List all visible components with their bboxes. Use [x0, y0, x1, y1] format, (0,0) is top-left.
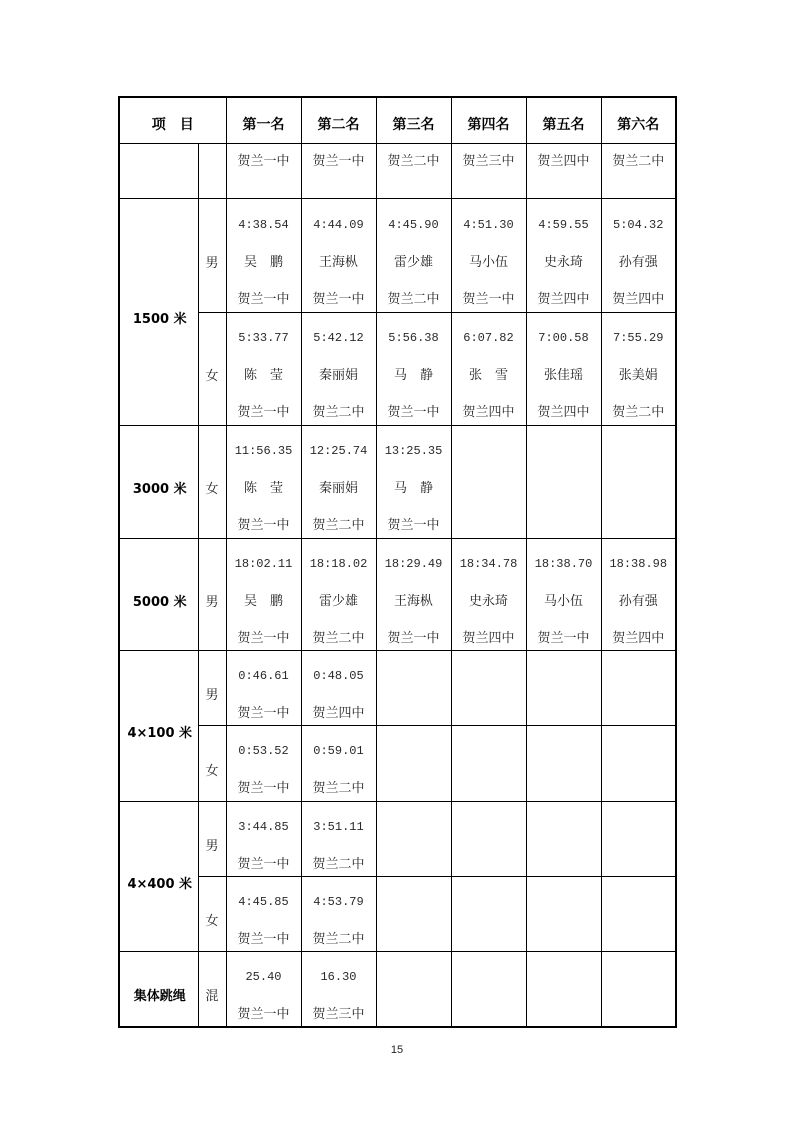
empty-cell — [601, 425, 676, 538]
school-name: 贺兰一中 — [237, 518, 290, 533]
place-header-cell — [601, 97, 676, 143]
result-mark: 18:38.70 — [534, 556, 593, 571]
result-cell — [526, 143, 601, 198]
athlete-name: 史永琦 — [468, 593, 508, 609]
school-name: 贺兰一中 — [462, 291, 515, 307]
result-entry — [527, 143, 601, 180]
athlete-name: 张美娟 — [618, 368, 658, 383]
place-header-2: 第二名 — [317, 117, 360, 134]
school-name: 贺兰二中 — [312, 931, 365, 947]
school-name: 贺兰二中 — [387, 154, 440, 169]
result-cell — [226, 876, 301, 951]
athlete-name: 秦丽娟 — [318, 368, 358, 383]
athlete-name: 孙有强 — [618, 254, 658, 270]
result-mark: 4:45.85 — [238, 894, 289, 909]
empty-cell — [451, 725, 526, 801]
athlete-name: 陈 莹 — [243, 481, 283, 496]
result-row — [119, 538, 676, 650]
gender-label: 男 — [205, 255, 219, 271]
result-entry — [602, 546, 676, 657]
result-mark: 5:42.12 — [313, 331, 364, 345]
school-name: 贺兰一中 — [237, 705, 290, 721]
empty-cell — [526, 951, 601, 1027]
place-header-cell — [376, 97, 451, 143]
result-cell — [601, 143, 676, 198]
result-mark: 4:53.79 — [313, 894, 364, 909]
place-header-4: 第四名 — [467, 117, 510, 134]
school-name: 贺兰一中 — [237, 1006, 290, 1022]
result-cell — [226, 425, 301, 538]
event-header: 项 目 — [151, 117, 194, 134]
empty-cell — [451, 951, 526, 1027]
school-name: 贺兰一中 — [312, 291, 365, 307]
empty-cell — [601, 650, 676, 725]
empty-cell — [526, 876, 601, 951]
result-entry — [302, 320, 376, 431]
gender-cell — [198, 725, 226, 801]
result-cell — [451, 538, 526, 650]
gender-cell — [198, 801, 226, 876]
empty-cell — [376, 725, 451, 801]
result-entry — [227, 207, 301, 318]
school-name: 贺兰一中 — [237, 931, 290, 947]
athlete-name: 张佳瑶 — [543, 368, 583, 383]
result-mark: 0:46.61 — [238, 668, 289, 683]
gender-cell — [198, 951, 226, 1027]
school-name: 贺兰二中 — [312, 518, 365, 533]
result-mark: 0:59.01 — [313, 744, 364, 758]
result-entry — [527, 320, 601, 431]
gender-cell — [198, 198, 226, 312]
result-cell — [601, 538, 676, 650]
result-mark: 12:25.74 — [309, 444, 368, 458]
school-name: 贺兰二中 — [312, 781, 365, 796]
gender-label: 男 — [205, 839, 219, 854]
school-name: 贺兰三中 — [462, 154, 515, 169]
empty-cell — [601, 876, 676, 951]
empty-cell — [198, 143, 226, 198]
result-cell — [526, 198, 601, 312]
result-mark: 4:38.54 — [238, 217, 289, 232]
event-name: 集体跳绳 — [133, 989, 186, 1005]
result-row — [119, 876, 676, 951]
result-row — [119, 650, 676, 725]
school-name: 贺兰四中 — [537, 405, 590, 420]
result-cell — [226, 801, 301, 876]
place-header-cell — [451, 97, 526, 143]
result-mark: 7:55.29 — [613, 331, 664, 345]
empty-cell — [601, 951, 676, 1027]
athlete-name: 马 静 — [393, 481, 433, 496]
school-name: 贺兰一中 — [237, 405, 290, 420]
event-name: 4×400 米 — [127, 876, 193, 892]
empty-cell — [601, 801, 676, 876]
result-entry — [302, 809, 376, 883]
school-name: 贺兰二中 — [312, 405, 365, 420]
empty-cell — [526, 801, 601, 876]
result-cell — [451, 198, 526, 312]
result-mark: 7:00.58 — [538, 331, 589, 345]
result-mark: 13:25.35 — [384, 444, 443, 458]
result-row — [119, 312, 676, 425]
empty-cell — [526, 725, 601, 801]
result-cell — [526, 312, 601, 425]
result-cell — [376, 143, 451, 198]
page-number: 15 — [390, 1044, 404, 1056]
school-name: 贺兰一中 — [237, 856, 290, 872]
athlete-name: 马 静 — [393, 368, 433, 383]
result-entry — [602, 143, 676, 180]
event-name: 4×100 米 — [127, 726, 193, 741]
gender-cell — [198, 312, 226, 425]
result-mark: 18:29.49 — [384, 556, 443, 571]
school-name: 贺兰二中 — [387, 291, 440, 307]
result-entry — [227, 320, 301, 431]
result-entry — [377, 143, 451, 180]
result-entry — [302, 733, 376, 807]
result-cell — [301, 143, 376, 198]
school-name: 贺兰二中 — [312, 630, 365, 646]
result-mark: 6:07.82 — [463, 331, 514, 345]
gender-label: 女 — [205, 914, 219, 929]
result-mark: 18:02.11 — [234, 556, 293, 571]
result-cell — [301, 198, 376, 312]
event-cell — [119, 425, 198, 538]
result-cell — [301, 725, 376, 801]
athlete-name: 秦丽娟 — [318, 481, 358, 496]
empty-cell — [451, 801, 526, 876]
empty-cell — [376, 650, 451, 725]
empty-cell — [601, 725, 676, 801]
gender-cell — [198, 538, 226, 650]
school-name: 贺兰四中 — [612, 630, 665, 646]
gender-label: 男 — [205, 594, 219, 610]
result-entry — [227, 658, 301, 732]
result-entry — [227, 433, 301, 544]
result-cell — [226, 198, 301, 312]
school-name: 贺兰四中 — [462, 630, 515, 646]
result-cell — [226, 143, 301, 198]
school-name: 贺兰一中 — [387, 518, 440, 533]
result-cell — [526, 538, 601, 650]
event-header-cell — [119, 97, 226, 143]
result-cell — [301, 425, 376, 538]
result-cell — [451, 312, 526, 425]
school-name: 贺兰二中 — [312, 856, 365, 872]
school-name: 贺兰一中 — [387, 630, 440, 646]
gender-label: 男 — [205, 688, 219, 703]
result-entry — [452, 546, 526, 657]
result-entry — [452, 320, 526, 431]
empty-cell — [376, 801, 451, 876]
result-entry — [527, 546, 601, 657]
result-entry — [302, 143, 376, 180]
result-mark: 4:59.55 — [538, 217, 589, 232]
gender-label: 女 — [205, 369, 219, 384]
result-cell — [301, 538, 376, 650]
result-entry — [377, 546, 451, 657]
athlete-name: 陈 莹 — [243, 368, 283, 383]
result-mark: 18:38.98 — [609, 556, 668, 571]
result-row — [119, 425, 676, 538]
table-header — [119, 97, 676, 143]
school-name: 贺兰一中 — [237, 154, 290, 169]
result-mark: 5:04.32 — [613, 217, 664, 232]
school-name: 贺兰二中 — [612, 154, 665, 169]
school-name: 贺兰四中 — [462, 405, 515, 420]
result-mark: 5:56.38 — [388, 331, 439, 345]
result-cell — [301, 951, 376, 1027]
empty-cell — [451, 876, 526, 951]
result-entry — [227, 884, 301, 958]
results-table — [118, 96, 677, 1028]
place-header-cell — [301, 97, 376, 143]
result-entry — [227, 143, 301, 180]
result-mark: 0:48.05 — [313, 668, 364, 683]
school-name: 贺兰一中 — [537, 630, 590, 646]
empty-cell — [119, 143, 198, 198]
event-cell — [119, 951, 198, 1027]
result-cell — [301, 801, 376, 876]
event-cell — [119, 801, 198, 951]
result-cell — [226, 951, 301, 1027]
result-entry — [377, 320, 451, 431]
school-name: 贺兰一中 — [237, 781, 290, 796]
gender-label: 女 — [205, 763, 219, 779]
athlete-name: 史永琦 — [543, 254, 583, 270]
school-name: 贺兰一中 — [237, 291, 290, 307]
result-cell — [226, 538, 301, 650]
school-name: 贺兰二中 — [612, 405, 665, 420]
result-mark: 11:56.35 — [234, 444, 293, 458]
gender-label: 女 — [205, 482, 219, 497]
result-entry — [227, 959, 301, 1033]
result-entry — [302, 433, 376, 544]
result-entry — [227, 546, 301, 657]
header-row — [119, 97, 676, 143]
result-row — [119, 198, 676, 312]
result-entry — [602, 320, 676, 431]
event-cell — [119, 538, 198, 650]
result-entry — [377, 207, 451, 318]
result-cell — [301, 312, 376, 425]
result-mark: 4:44.09 — [313, 217, 364, 232]
gender-label: 混 — [205, 989, 219, 1005]
gender-cell — [198, 425, 226, 538]
result-mark: 3:51.11 — [313, 819, 364, 834]
athlete-name: 王海枞 — [393, 593, 433, 609]
result-cell — [226, 725, 301, 801]
athlete-name: 张 雪 — [468, 368, 508, 383]
result-mark: 18:34.78 — [459, 556, 518, 571]
empty-cell — [376, 876, 451, 951]
result-cell — [226, 312, 301, 425]
gender-cell — [198, 876, 226, 951]
result-entry — [602, 207, 676, 318]
place-header-cell — [526, 97, 601, 143]
athlete-name: 王海枞 — [318, 254, 358, 270]
result-mark: 25.40 — [245, 969, 282, 984]
result-entry — [452, 143, 526, 180]
athlete-name: 雷少雄 — [393, 254, 433, 270]
school-name: 贺兰三中 — [312, 1006, 365, 1022]
result-entry — [302, 546, 376, 657]
result-entry — [227, 733, 301, 807]
result-cell — [376, 538, 451, 650]
place-header-6: 第六名 — [617, 117, 660, 134]
school-name: 贺兰四中 — [312, 705, 365, 721]
event-name: 1500 米 — [132, 312, 187, 327]
place-header-1: 第一名 — [242, 117, 285, 134]
result-row — [119, 951, 676, 1027]
school-name: 贺兰四中 — [612, 291, 665, 307]
result-entry — [527, 207, 601, 318]
result-row — [119, 801, 676, 876]
place-header-5: 第五名 — [542, 117, 585, 134]
result-cell — [301, 876, 376, 951]
event-cell — [119, 198, 198, 425]
athlete-name: 马小伍 — [468, 254, 508, 270]
empty-cell — [526, 650, 601, 725]
result-entry — [302, 884, 376, 958]
result-entry — [377, 433, 451, 544]
event-cell — [119, 650, 198, 801]
school-name: 贺兰一中 — [237, 630, 290, 646]
result-mark: 18:18.02 — [309, 556, 368, 571]
gender-cell — [198, 650, 226, 725]
result-cell — [226, 650, 301, 725]
result-mark: 5:33.77 — [238, 331, 289, 345]
result-cell — [376, 425, 451, 538]
result-mark: 16.30 — [320, 969, 357, 984]
result-cell — [451, 143, 526, 198]
empty-cell — [451, 650, 526, 725]
athlete-name: 吴 鹏 — [243, 254, 283, 270]
athlete-name: 吴 鹏 — [243, 593, 283, 609]
athlete-name: 雷少雄 — [318, 593, 358, 609]
result-entry — [302, 658, 376, 732]
result-cell — [601, 312, 676, 425]
result-row — [119, 725, 676, 801]
result-mark: 3:44.85 — [238, 819, 289, 834]
school-name: 贺兰四中 — [537, 154, 590, 169]
empty-cell — [451, 425, 526, 538]
result-entry — [302, 207, 376, 318]
result-entry — [452, 207, 526, 318]
result-mark: 0:53.52 — [238, 744, 289, 758]
empty-cell — [376, 951, 451, 1027]
result-mark: 4:51.30 — [463, 217, 514, 232]
empty-cell — [526, 425, 601, 538]
result-mark: 4:45.90 — [388, 217, 439, 232]
continued-row — [119, 143, 676, 198]
result-cell — [376, 312, 451, 425]
result-entry — [227, 809, 301, 883]
place-header-3: 第三名 — [392, 117, 435, 134]
athlete-name: 孙有强 — [618, 593, 658, 609]
place-header-cell — [226, 97, 301, 143]
result-entry — [302, 959, 376, 1033]
school-name: 贺兰一中 — [387, 405, 440, 420]
result-cell — [301, 650, 376, 725]
table-body — [119, 143, 676, 1027]
athlete-name: 马小伍 — [543, 593, 583, 609]
result-cell — [376, 198, 451, 312]
school-name: 贺兰一中 — [312, 154, 365, 169]
result-cell — [601, 198, 676, 312]
event-name: 5000 米 — [132, 594, 187, 610]
event-name: 3000 米 — [132, 482, 187, 497]
school-name: 贺兰四中 — [537, 291, 590, 307]
